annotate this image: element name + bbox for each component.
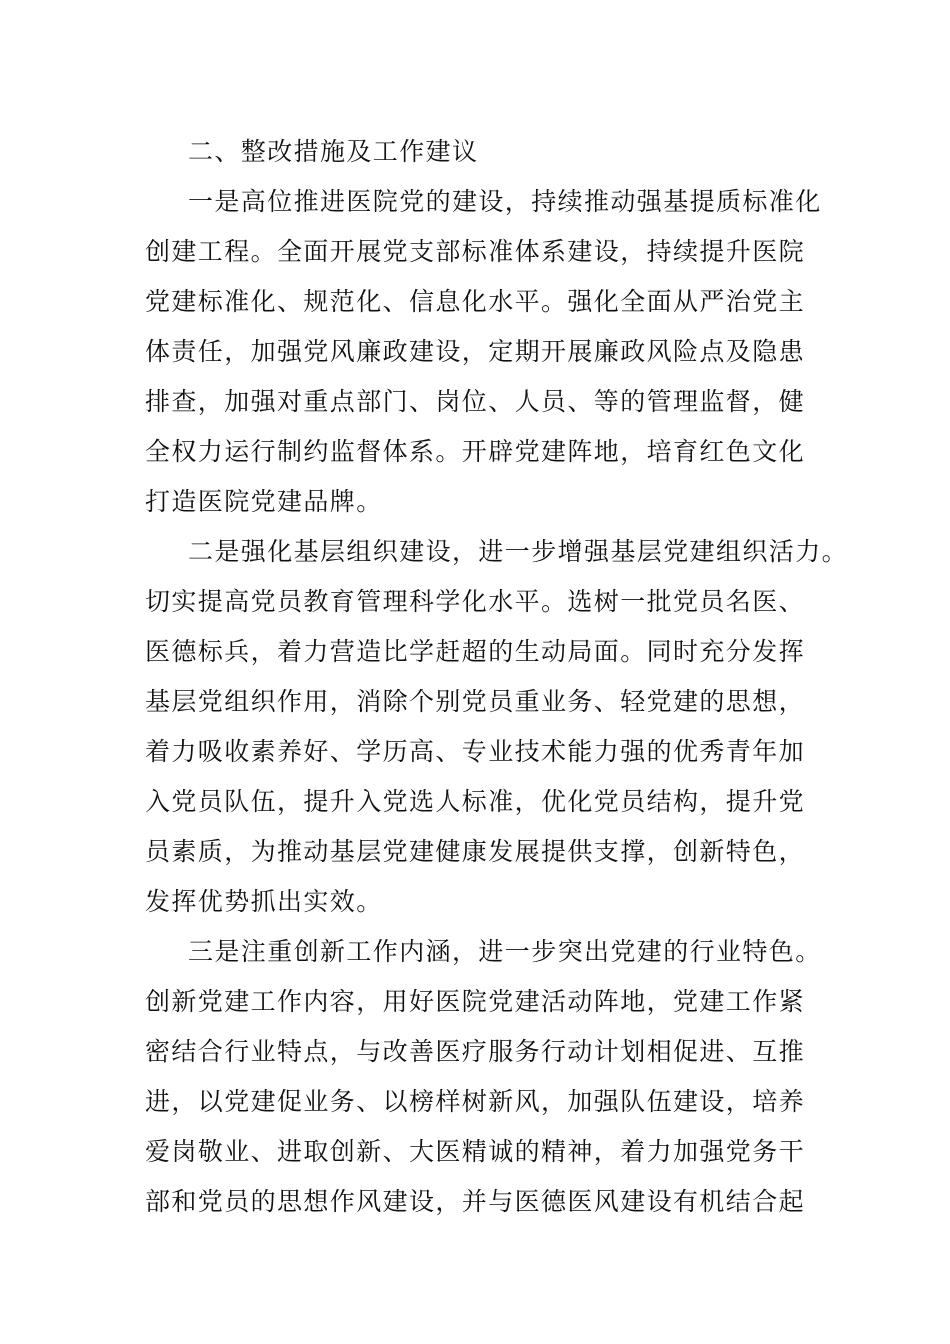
paragraph-line: 打造医院党建品牌。	[145, 487, 383, 516]
paragraph-line: 部和党员的思想作风建设，并与医德医风建设有机结合起	[145, 1187, 806, 1216]
paragraph-line: 排查，加强对重点部门、岗位、人员、等的管理监督，健	[145, 387, 806, 416]
paragraph-line: 进，以党建促业务、以榜样树新风，加强队伍建设，培养	[145, 1087, 806, 1116]
paragraph-line: 医德标兵，着力营造比学赶超的生动局面。同时充分发挥	[145, 637, 806, 666]
paragraph-line: 体责任，加强党风廉政建设，定期开展廉政风险点及隐患	[145, 337, 806, 366]
paragraph-line: 创新党建工作内容，用好医院党建活动阵地，党建工作紧	[145, 987, 806, 1016]
paragraph-line: 爱岗敬业、进取创新、大医精诚的精神，着力加强党务干	[145, 1137, 806, 1166]
document-body	[145, 127, 849, 1227]
paragraph-line: 入党员队伍，提升入党选人标准，优化党员结构，提升党	[145, 787, 806, 816]
paragraph-line: 一是高位推进医院党的建设，持续推动强基提质标准化	[188, 187, 822, 216]
paragraph-line: 二是强化基层组织建设，进一步增强基层党建组织活力。	[188, 537, 849, 566]
paragraph-line: 党建标准化、规范化、信息化水平。强化全面从严治党主	[145, 287, 806, 316]
paragraph-line: 切实提高党员教育管理科学化水平。选树一批党员名医、	[145, 587, 806, 616]
section-heading: 二、整改措施及工作建议	[188, 137, 479, 166]
paragraph-2	[145, 527, 849, 927]
paragraph-line: 三是注重创新工作内涵，进一步突出党建的行业特色。	[188, 937, 822, 966]
paragraph-line: 发挥优势抓出实效。	[145, 887, 383, 916]
paragraph-line: 全权力运行制约监督体系。开辟党建阵地，培育红色文化	[145, 437, 806, 466]
paragraph-line: 密结合行业特点，与改善医疗服务行动计划相促进、互推	[145, 1037, 806, 1066]
paragraph-1	[145, 177, 825, 527]
paragraph-3	[145, 927, 825, 1227]
paragraph-line: 员素质，为推动基层党建健康发展提供支撑，创新特色，	[145, 837, 806, 866]
paragraph-line: 着力吸收素养好、学历高、专业技术能力强的优秀青年加	[145, 737, 806, 766]
paragraph-line: 基层党组织作用，消除个别党员重业务、轻党建的思想，	[145, 687, 806, 716]
paragraph-line: 创建工程。全面开展党支部标准体系建设，持续提升医院	[145, 237, 806, 266]
